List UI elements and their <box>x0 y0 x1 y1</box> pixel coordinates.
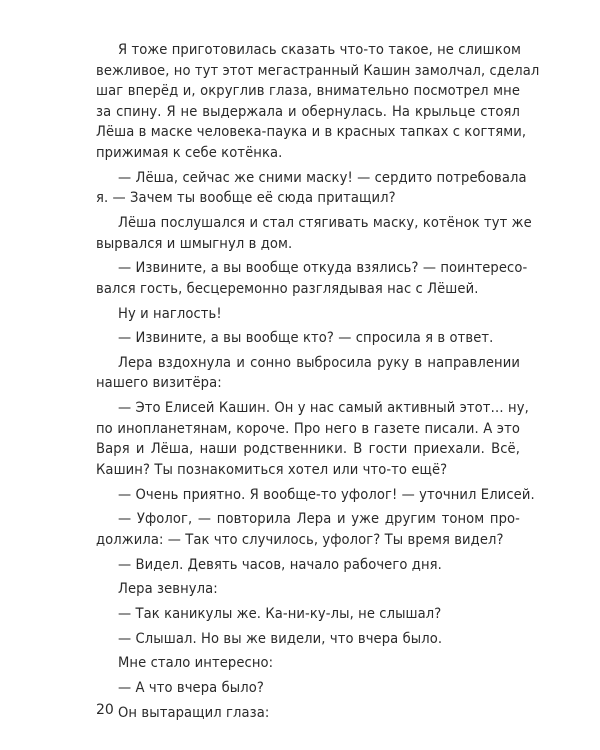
text-line: Кашин? Ты познакомиться хотел или что-то ещё? <box>96 460 448 478</box>
text-line: по инопланетянам, короче. Про него в газете писали. А это <box>96 419 520 437</box>
page-body-text <box>96 40 540 723</box>
text-line: нашего визитёра: <box>96 374 222 392</box>
text-line: — Видел. Девять часов, начало рабочего дня. <box>118 555 442 573</box>
text-line: — Лёша, сейчас же сними маску! — сердито потребовала <box>118 168 527 186</box>
text-line: — Это Елисей Кашин. Он у нас самый активный этот… ну, <box>118 399 529 417</box>
text-line: Лёша послушался и стал стягивать маску, котёнок тут же <box>118 213 532 231</box>
text-line: вежливое, но тут этот мегастранный Кашин замолчал, сделал <box>96 61 540 79</box>
text-line: — Уфолог, — повторила Лера и уже другим тоном про- <box>118 510 520 528</box>
text-line: Он вытаращил глаза: <box>118 703 270 721</box>
text-line: должила: — Так что случилось, уфолог? Ты время видел? <box>96 530 504 548</box>
text-line: шаг вперёд и, округлив глаза, внимательно посмотрел мне <box>96 82 520 100</box>
text-line: вырвался и шмыгнул в дом. <box>96 234 293 252</box>
text-line: Лёша в маске человека-паука и в красных тапках с когтями, <box>96 123 527 141</box>
text-line: — Так каникулы же. Ка-ни-ку-лы, не слышал? <box>118 604 442 622</box>
text-line: — Слышал. Но вы же видели, что вчера было. <box>118 629 443 647</box>
text-line: Лера вздохнула и сонно выбросила руку в направлении <box>118 353 520 371</box>
text-line: Ну и наглость! <box>118 304 222 322</box>
text-line: — Извините, а вы вообще кто? — спросила я в ответ. <box>118 329 494 347</box>
text-line: — Очень приятно. Я вообще-то уфолог! — уточнил Елисей. <box>118 485 535 503</box>
text-line: прижимая к себе котёнка. <box>96 143 283 161</box>
text-line: за спину. Я не выдержала и обернулась. На крыльце стоял <box>96 102 520 120</box>
text-line: я. — Зачем ты вообще её сюда притащил? <box>96 189 396 207</box>
text-line: вался гость, бесцеремонно разглядывая нас с Лёшей. <box>96 279 479 297</box>
text-line: Варя и Лёша, наши родственники. В гости приехали. Всё, <box>96 440 520 458</box>
text-line: Лера зевнула: <box>118 580 218 598</box>
page-number: 20 <box>96 702 114 718</box>
text-line: — А что вчера было? <box>118 679 264 697</box>
text-line: — Извините, а вы вообще откуда взялись? — поинтересо- <box>118 259 528 277</box>
text-line: Я тоже приготовилась сказать что-то такое, не слишком <box>118 41 521 58</box>
text-line: Мне стало интересно: <box>118 654 274 672</box>
